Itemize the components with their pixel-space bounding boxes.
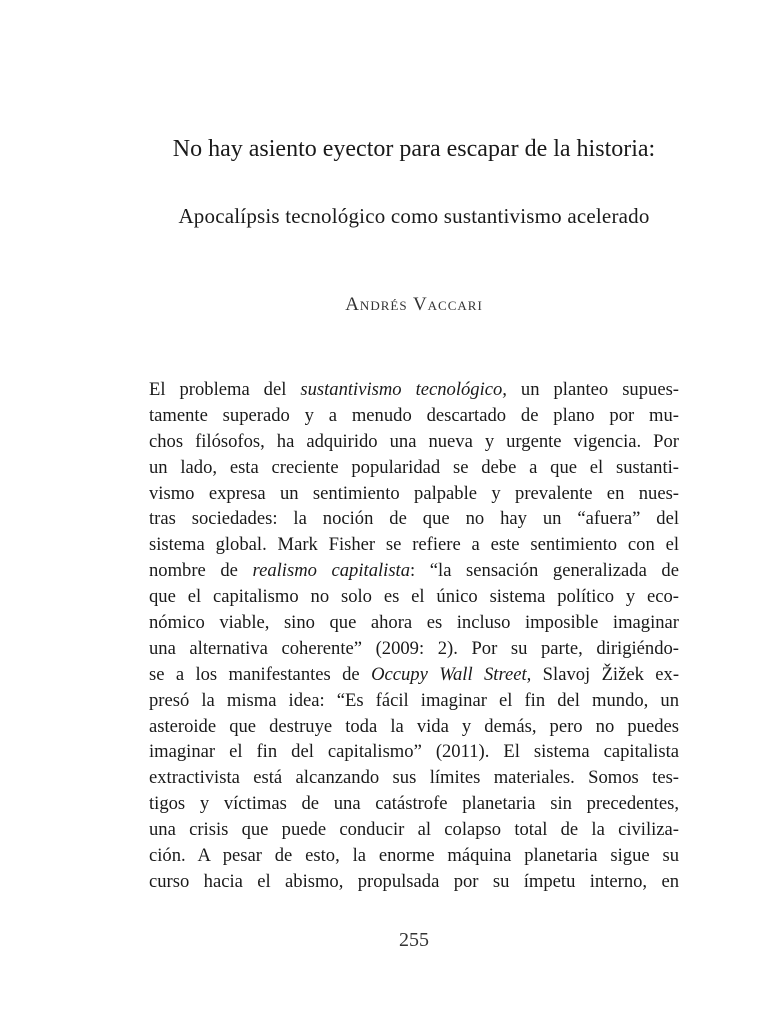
text-segment: una crisis que puede conducir al colapso total de la civiliza- xyxy=(149,819,679,841)
text-segment: se a los manifestantes de xyxy=(149,663,372,685)
text-segment: nómico viable, sino que ahora es incluso imposible imaginar xyxy=(149,612,679,634)
text-line xyxy=(149,481,679,507)
text-line xyxy=(149,817,679,843)
text-segment: El problema del xyxy=(149,379,301,400)
text-line xyxy=(149,455,679,481)
text-segment: nombre de xyxy=(149,560,253,582)
chapter-title: No hay asiento eyector para escapar de la historia: xyxy=(172,136,656,162)
text-segment: un lado, esta creciente popularidad se debe a que el sustanti- xyxy=(149,456,679,478)
text-segment: imaginar el fin del capitalismo” (2011). El sistema capitalista xyxy=(149,741,679,763)
text-segment: tigos y víctimas de una catástrofe planetaria sin precedentes, xyxy=(149,793,679,815)
text-line xyxy=(149,662,679,688)
body-paragraph xyxy=(149,377,679,895)
text-segment: asteroide que destruye toda la vida y demás, pero no puedes xyxy=(149,715,679,737)
text-segment: ción. A pesar de esto, la enorme máquina planetaria sigue su xyxy=(149,845,679,867)
text-line xyxy=(149,558,679,584)
text-segment: tamente superado y a menudo descartado de plano por mu- xyxy=(149,404,679,426)
text-line xyxy=(149,739,679,765)
text-line xyxy=(149,429,679,455)
text-segment: un planteo supues- xyxy=(506,379,680,400)
text-line xyxy=(149,714,679,740)
text-line xyxy=(149,869,679,895)
text-segment: curso hacia el abismo, propulsada por su ímpetu interno, en xyxy=(149,870,679,892)
text-segment: una alternativa coherente” (2009: 2). Por su parte, dirigiéndo- xyxy=(149,637,679,659)
text-segment: : “la sensación generalizada de xyxy=(410,560,679,582)
author-name: Andrés Vaccari xyxy=(345,294,483,315)
text-segment: extractivista está alcanzando sus límites materiales. Somos tes- xyxy=(149,767,679,789)
text-segment: , Slavoj Žižek ex- xyxy=(526,663,680,685)
text-segment: vismo expresa un sentimiento palpable y prevalente en nues- xyxy=(149,482,679,504)
text-line xyxy=(149,843,679,869)
text-segment: chos filósofos, ha adquirido una nueva y urgente vigencia. Por xyxy=(149,430,679,452)
text-line xyxy=(149,506,679,532)
text-line xyxy=(149,688,679,714)
text-segment: presó la misma idea: “Es fácil imaginar el fin del mundo, un xyxy=(149,689,679,711)
italic-term: Occupy Wall Street xyxy=(371,663,527,685)
italic-term: realismo capitalista xyxy=(252,560,411,582)
text-line xyxy=(149,765,679,791)
text-segment: tras sociedades: la noción de que no hay un “afuera” del xyxy=(149,508,679,530)
text-line xyxy=(149,636,679,662)
page-number: 255 xyxy=(399,929,429,951)
text-line xyxy=(149,532,679,558)
italic-term: sustantivismo tecnológico, xyxy=(300,379,507,400)
text-line xyxy=(149,791,679,817)
text-segment: que el capitalismo no solo es el único sistema político y eco- xyxy=(149,586,679,608)
text-segment: sistema global. Mark Fisher se refiere a este sentimiento con el xyxy=(149,534,679,556)
text-line xyxy=(149,610,679,636)
chapter-subtitle: Apocalípsis tecnológico como sustantivismo acelerado xyxy=(178,204,650,228)
text-line xyxy=(149,584,679,610)
text-line xyxy=(149,403,679,429)
text-line xyxy=(149,377,679,403)
